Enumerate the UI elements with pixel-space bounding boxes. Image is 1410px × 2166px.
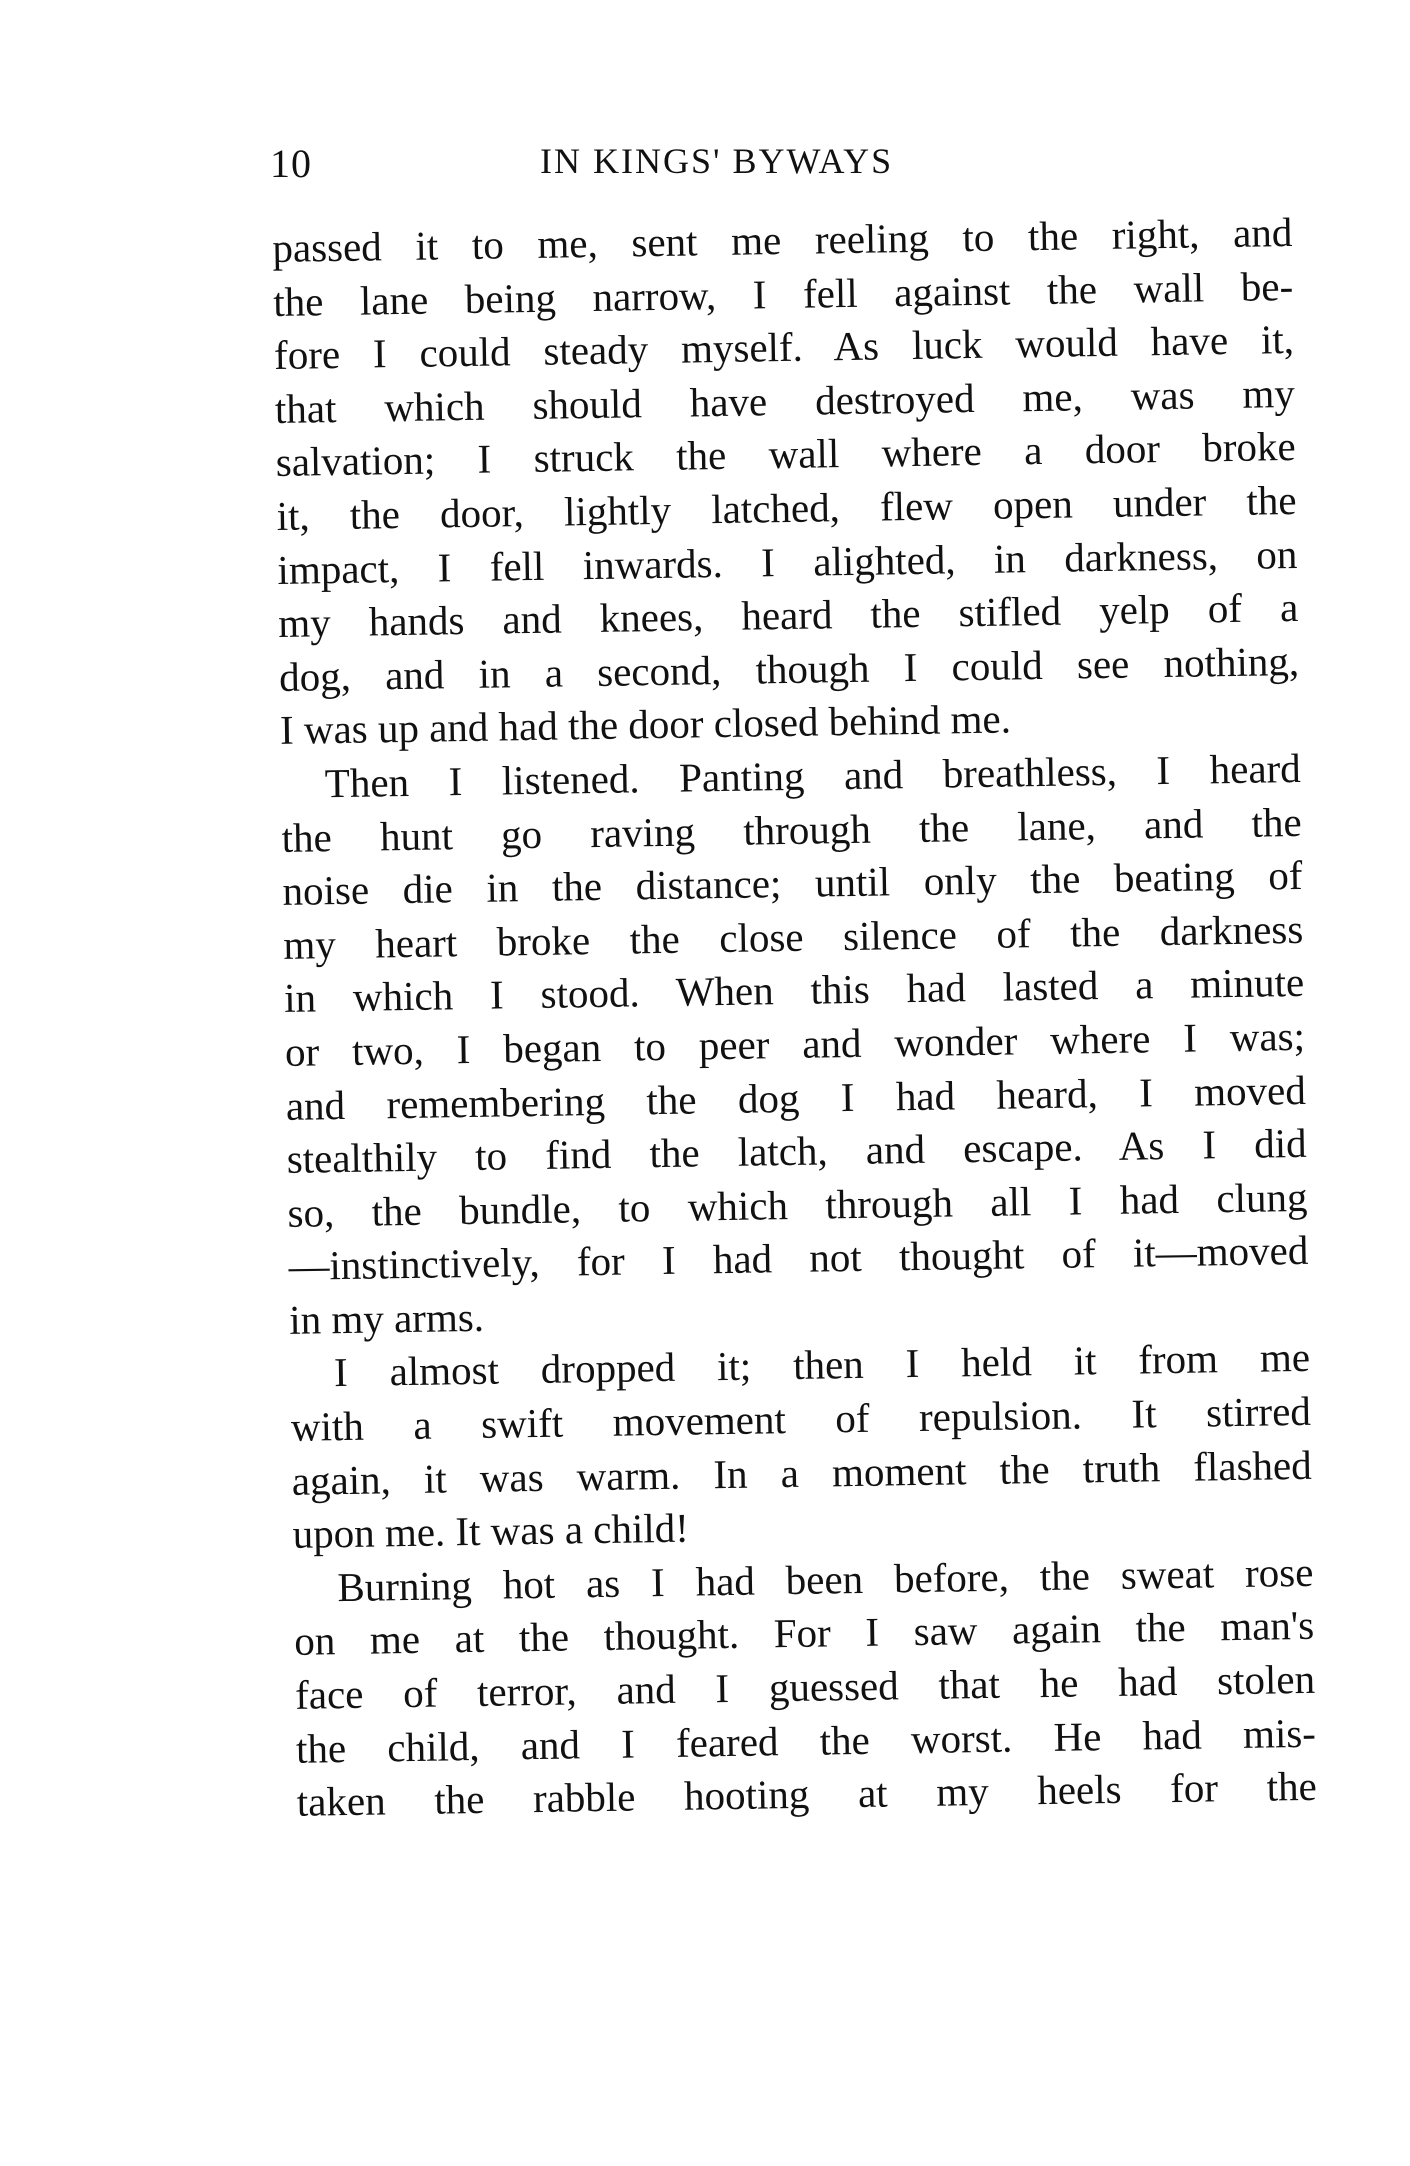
text-line: noise die in the distance; until only the beating of	[282, 852, 1303, 915]
text-line: passed it to me, sent me reeling to the right, and	[272, 208, 1293, 271]
running-head	[270, 140, 1270, 200]
text-line: salvation; I struck the wall where a door broke	[275, 423, 1297, 486]
text-line: face of terror, and I guessed that he had stolen	[294, 1655, 1316, 1718]
page-number: 10	[270, 141, 312, 186]
text-line: my heart broke the close silence of the darkness	[282, 905, 1304, 968]
text-line: that which should have destroyed me, was my	[274, 369, 1296, 432]
text-line: my hands and knees, heard the stifled yelp of a	[277, 584, 1299, 647]
text-line: so, the bundle, to which through all I had clung	[287, 1173, 1308, 1236]
text-line: the hunt go raving through the lane, and the	[281, 798, 1302, 861]
text-line: in which I stood. When this had lasted a minute	[283, 959, 1305, 1022]
text-line: and remembering the dog I had heard, I moved	[285, 1066, 1307, 1129]
text-line: again, it was warm. In a moment the truth flashed	[291, 1441, 1313, 1504]
text-line: I was up and had the door closed behind me.	[279, 695, 1012, 754]
text-line: upon me. It was a child!	[292, 1504, 690, 1558]
text-line: with a swift movement of repulsion. It stirred	[290, 1387, 1312, 1450]
text-line: stealthily to find the latch, and escape. As I did	[286, 1119, 1307, 1182]
book-title: IN KINGS' BYWAYS	[540, 141, 894, 181]
text-line: it, the door, lightly latched, flew open under the	[276, 476, 1297, 539]
text-line: fore I could steady myself. As luck would have it,	[273, 316, 1295, 379]
text-line: Burning hot as I had been before, the sweat rose	[337, 1548, 1314, 1610]
text-line: dog, and in a second, though I could see nothing,	[278, 637, 1300, 700]
text-line: —instinctively, for I had not thought of it—moved	[288, 1227, 1309, 1290]
text-line: on me at the thought. For I saw again the man's	[293, 1602, 1315, 1665]
text-line: the lane being narrow, I fell against the wall be-	[272, 262, 1294, 325]
body-text	[272, 206, 1317, 1830]
text-line: impact, I fell inwards. I alighted, in darkness, on	[277, 530, 1298, 593]
text-line: the child, and I feared the worst. He had mis-	[295, 1709, 1317, 1772]
text-line: or two, I began to peer and wonder where I was;	[284, 1012, 1306, 1075]
text-line: I almost dropped it; then I held it from me	[333, 1334, 1311, 1396]
text-line: in my arms.	[288, 1293, 485, 1343]
text-line: Then I listened. Panting and breathless, I heard	[324, 744, 1302, 807]
text-line: taken the rabble hooting at my heels for the	[296, 1763, 1318, 1826]
